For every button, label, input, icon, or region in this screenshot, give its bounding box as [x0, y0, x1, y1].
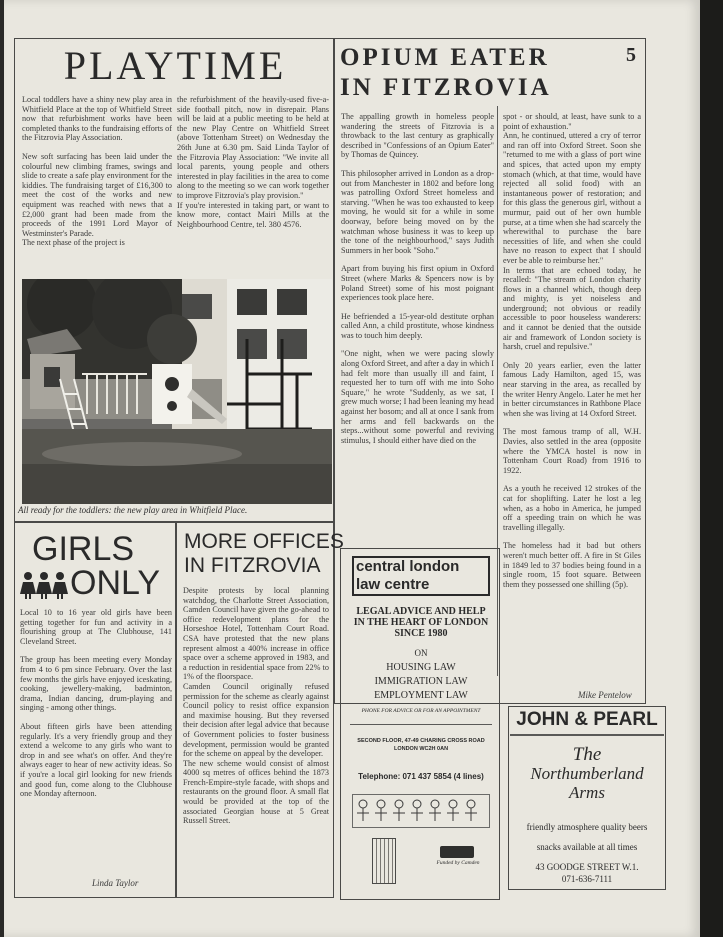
offices-paragraph: Camden Council originally refused permission for the scheme as clearly against Council policy to resist office expansion and maximise housing. But they reversed their decision after legal advice that because of Government policies to foster business development, permission would be granted for the scheme on appeal by the developer.	[183, 681, 329, 759]
playground-photo-illustration	[22, 279, 332, 504]
playground-photo	[22, 279, 332, 504]
girls-body	[20, 608, 172, 799]
opium-headline-line-1: OPIUM EATER	[340, 44, 550, 71]
opium-paragraph: As a youth he received 12 strokes of the cat for shoplifting. Later he lost a leg when, as a hobo in America, he jumped off a speeding train on which he was travelling illegally.	[503, 484, 641, 532]
pub-ad-address: 43 GOODGE STREET W.1.	[535, 862, 639, 872]
girls-paragraph: About fifteen girls have been attending regularly. It's a very friendly group and they extend a welcome to any girls who want to drop in and see what's on offer. And they're always eager to hear of new activity ideas. So if you're a local girl looking for new friends and good fun, come along to the Clubhouse one Monday afternoon.	[20, 721, 172, 799]
playground-photo-caption: All ready for the toddlers: the new play area in Whitfield Place.	[18, 505, 248, 515]
law-centre-funder-label: Funded by Camden	[436, 860, 480, 866]
playtime-paragraph: If you're interested in taking part, or want to know more, contact Mairi Mills at the Neighbourhood Centre, tel. 380 4576.	[177, 200, 329, 229]
law-centre-address-line-1: SECOND FLOOR, 47-49 CHARING CROSS ROAD	[357, 738, 485, 744]
camden-logo-icon	[440, 846, 474, 858]
law-centre-people-illustration	[352, 794, 490, 828]
law-centre-on: ON	[414, 648, 428, 658]
girls-byline: Linda Taylor	[92, 878, 139, 888]
page-number: 5	[626, 44, 636, 66]
law-centre-headline: LEGAL ADVICE AND HELP IN THE HEART OF LONDON SINCE 1980	[353, 606, 489, 639]
opium-paragraph: Apart from buying his first opium in Oxford Street (where Marks & Spencers now is by Poland Street) some of his most poignant experiences took place here.	[341, 264, 494, 303]
girls-headline-top: GIRLS	[32, 530, 135, 568]
law-centre-service: EMPLOYMENT LAW	[374, 690, 468, 701]
offices-headline-line-2: IN FITZROVIA	[184, 554, 321, 577]
offices-body	[183, 586, 329, 826]
pub-ad-the: The	[572, 744, 602, 765]
playtime-paragraph: New soft surfacing has been laid under the colourful new climbing frames, swings and slide to create a safe play environment for the kiddies. The fundraising target of £16,300 to meet the cost of the works and new equipment was reached with news that a £2,000 grant had been made from the proceeds of the 1991 Lord Mayor of Westminster's Parade.	[22, 151, 172, 238]
pub-ad-tagline: friendly atmosphere quality beers	[526, 822, 648, 832]
opium-paragraph: "One night, when we were pacing slowly along Oxford Street, and after a day in which I had felt more than usually ill and faint, I requested her to turn off with me into Soho Square," he wrote "Suddenly, as we sat, I grew much worse; I had been leaning my head against her bosom; and all at once I sank from her arms and fell backwards on the steps...without some powerful and reviving stimulus, I should either have died on the	[341, 349, 494, 445]
law-centre-service: IMMIGRATION LAW	[374, 676, 468, 687]
law-centre-telephone: Telephone: 071 437 5854 (4 lines)	[358, 772, 484, 781]
law-centre-divider	[350, 724, 492, 725]
playtime-paragraph: the refurbishment of the heavily-used five-a-side football pitch, now in disrepair. Plans will be laid at a public meeting to be held at the new Play Centre on Whitfield Street (above Tottenham Street) on Wednesday the 26th June at 6.30 pm. Said Linda Taylor of the Fitzrovia Play Association: "We invite all local parents, young people and others interested in play facilities in the area to come along to the meeting so we can work together to improve Fitzrovia's play provision."	[177, 95, 329, 200]
opium-paragraph: The homeless had it bad but others weren't much better off. A fire in St Giles in 1849 led to 37 bodies being found in a single room, 15 foot square. Between them they possessed one shilling (5p).	[503, 541, 641, 589]
pub-ad-header: JOHN & PEARL	[516, 709, 658, 730]
girls-headline-bottom: ONLY	[70, 564, 161, 602]
law-centre-sponsor-logo	[372, 838, 396, 884]
opium-column-1	[341, 112, 494, 445]
opium-paragraph: spot - or should, at least, have sunk to a point of exhaustion."	[503, 112, 641, 131]
pub-ad-name-line-2: Arms	[569, 783, 605, 802]
girls-figures-icon	[20, 570, 68, 600]
opium-headline-line-2: IN FITZROVIA	[340, 74, 552, 101]
offices-paragraph: The new scheme would consist of almost 4000 sq metres of offices behind the 1873 French-Empire-style facade, with shops and restaurants on the ground floor. A small flat would be provided at the top of the associated Georgian house at 5 Great Russell Street.	[183, 758, 329, 826]
opium-paragraph: In terms that are echoed today, he recalled: "The stream of London charity flows in a channel which, though deep and mighty, is yet noiseless and underground; not obvious or readily accessible to poor houseless wanderers: and it cannot be denied that the outside air and framework of London society is harsh, cruel and repulsive."	[503, 265, 641, 352]
law-centre-name-line-2: law centre	[356, 576, 430, 593]
playtime-column-1	[22, 95, 172, 248]
law-centre-name-line-1: central london	[356, 558, 460, 575]
offices-paragraph: Despite protests by local planning watchdog, the Charlotte Street Association, Camden Council have given the go-ahead to office redevelopment plans for the Horseshoe Hotel, Tottenham Court Road. CSA have protested that the new plans represent almost a 400% increase in office space over a scheme approved in 1983, and a reduction in residential space from 22% to 1% of the floorspace.	[183, 586, 329, 682]
opium-paragraph: This philosopher arrived in London as a drop-out from Manchester in 1802 and before long was patrolling Oxford Street homeless and starving. "When he was too exhausted to keep moving, he would sit for a while in some doorway, before being moved on by the watchman whose business it was to keep up the tone of the neighbourhood," says Judith Summers in her book "Soho."	[341, 168, 494, 255]
opium-paragraph: The most famous tramp of all, W.H. Davies, also settled in the area (opposite where the YMCA hostel is now in Tottenham Court Road) from 1916 to 1922.	[503, 427, 641, 475]
opium-paragraph: He befriended a 15-year-old destitute orphan called Ann, a child prostitute, whose kindness was to touch him deeply.	[341, 311, 494, 340]
girls-paragraph: Local 10 to 16 year old girls have been getting together for fun and activity in a flourishing group at The Clubhouse, 141 Cleveland Street.	[20, 608, 172, 646]
law-centre-service: HOUSING LAW	[386, 662, 456, 673]
opium-column-2	[503, 112, 641, 589]
opium-byline: Mike Pentelow	[578, 690, 632, 700]
opium-paragraph: The appalling growth in homeless people wandering the streets of Fitzrovia is a throwback to the last century as graphically described in "Confessions of an Opium Eater" by Thomas de Quincey.	[341, 112, 494, 160]
girls-paragraph: The group has been meeting every Monday from 4 to 6 pm since February. Over the last few months the girls have enjoyed iceskating, cooking, jewellery-making, badminton, drama, Indian dancing, drum-playing and singing - among other things.	[20, 655, 172, 713]
law-centre-phone-note: PHONE FOR ADVICE OR FOR AN APPOINTMENT	[361, 708, 481, 714]
playtime-paragraph: Local toddlers have a shiny new play area in Whitfield Place at the top of Whitfield Street now that refurbishment works have been completed thanks to the fundraising efforts of the Fitzrovia Play Association.	[22, 95, 172, 143]
opium-paragraph: Ann, he continued, uttered a cry of terror and ran off into Oxford Street. Soon she "returned to me with a glass of port wine and spices, that acted upon my empty stomach (which, at that time, would have rejected all solid food) with an instantaneous power of restoration; and for this glass the generous girl, without a murmur, paid out of her own humble purse, at a time when she had scarcely the wherewithal to purchase the bare necessities of life, and when she could have no reason to expect that I should ever be able to reimburse her."	[503, 131, 641, 265]
pub-ad-phone: 071-636-7111	[561, 874, 613, 884]
opium-paragraph: Only 20 years earlier, even the latter famous Lady Hamilton, aged 15, was near starving in the area, as recalled by the writer Henry Angelo. Later he met her in better circumstances in Rathbone Place when she was living at 14 Oxford Street.	[503, 360, 641, 418]
law-centre-address-line-2: LONDON WC2H 0AN	[393, 746, 449, 752]
pub-ad-snacks: snacks available at all times	[536, 842, 638, 852]
offices-headline-line-1: MORE OFFICES	[184, 530, 344, 553]
playtime-headline: PLAYTIME	[63, 43, 287, 88]
playtime-column-2	[177, 95, 329, 229]
page-edge-shadow	[700, 0, 723, 937]
pub-ad-header-rule	[510, 734, 664, 736]
pub-ad-name-line-1: Northumberland	[530, 764, 644, 783]
playtime-paragraph: The next phase of the project is	[22, 238, 125, 248]
